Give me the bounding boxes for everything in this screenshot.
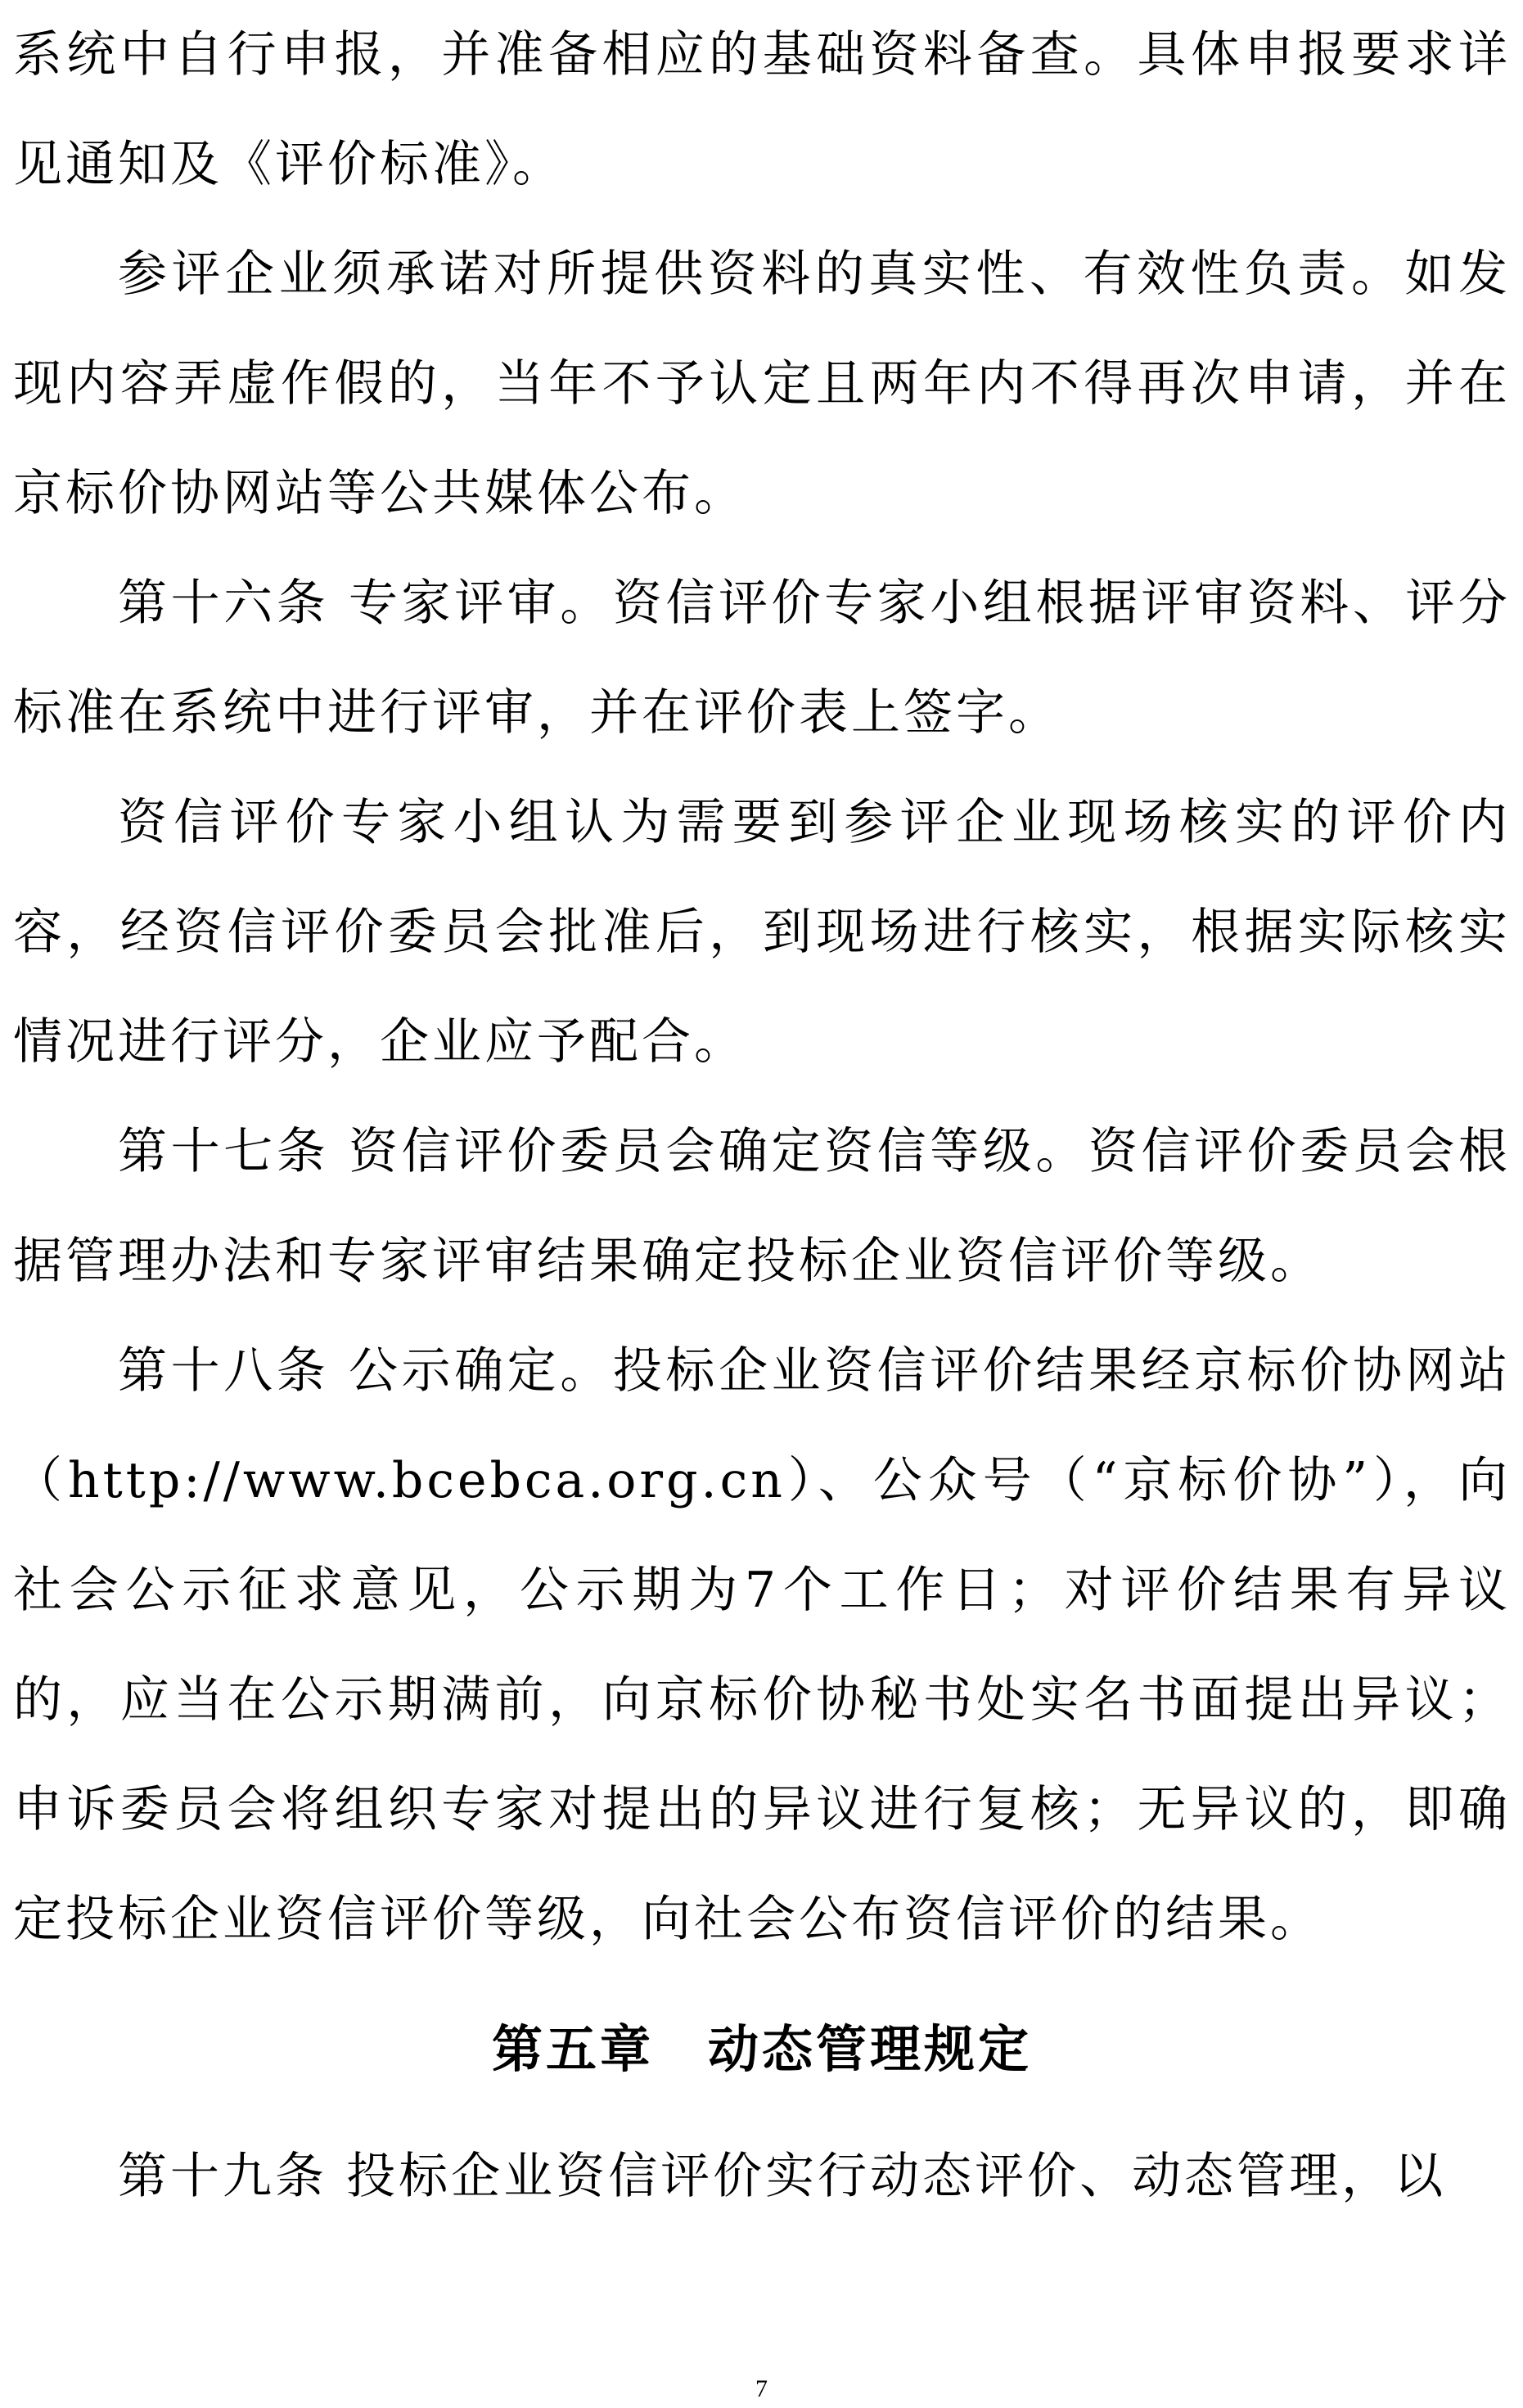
paragraph-article-19: 第十九条 投标企业资信评价实行动态评价、动态管理，以 <box>118 2148 1447 2205</box>
paragraph-commitment: 参评企业须承诺对所提供资料的真实性、有效性负责。如发现内容弄虚作假的，当年不予认定且两年内不得再次申请，并在京标价协网站等公共媒体公布。 <box>13 246 1511 522</box>
document-body <box>13 0 1511 2231</box>
chapter-heading: 第五章 动态管理规定 <box>491 2019 1032 2079</box>
page-number: 7 <box>755 2375 768 2402</box>
paragraph-article-16: 第十六条 专家评审。资信评价专家小组根据评审资料、评分标准在系统中进行评审，并在评价表上签字。 <box>13 575 1511 742</box>
paragraph-continued: 系统中自行申报，并准备相应的基础资料备查。具体申报要求详见通知及《评价标准》。 <box>13 26 1511 193</box>
paragraph-onsite-verification: 资信评价专家小组认为需要到参评企业现场核实的评价内容，经资信评价委员会批准后，到现场进行核实，根据实际核实情况进行评分，企业应予配合。 <box>13 794 1511 1071</box>
paragraph-article-17: 第十七条 资信评价委员会确定资信等级。资信评价委员会根据管理办法和专家评审结果确定投标企业资信评价等级。 <box>13 1123 1511 1290</box>
paragraph-article-18: 第十八条 公示确定。投标企业资信评价结果经京标价协网站（http://www.bcebca.org.cn）、公众号（“京标价协”），向社会公示征求意见，公示期为7个工作日；对评价结果有异议的，应当在公示期满前，向京标价协秘书处实名书面提出异议；申诉委员会将组织专家对提出的异议进行复核；无异议的，即确定投标企业资信评价等级，向社会公布资信评价的结果。 <box>13 1342 1511 1948</box>
